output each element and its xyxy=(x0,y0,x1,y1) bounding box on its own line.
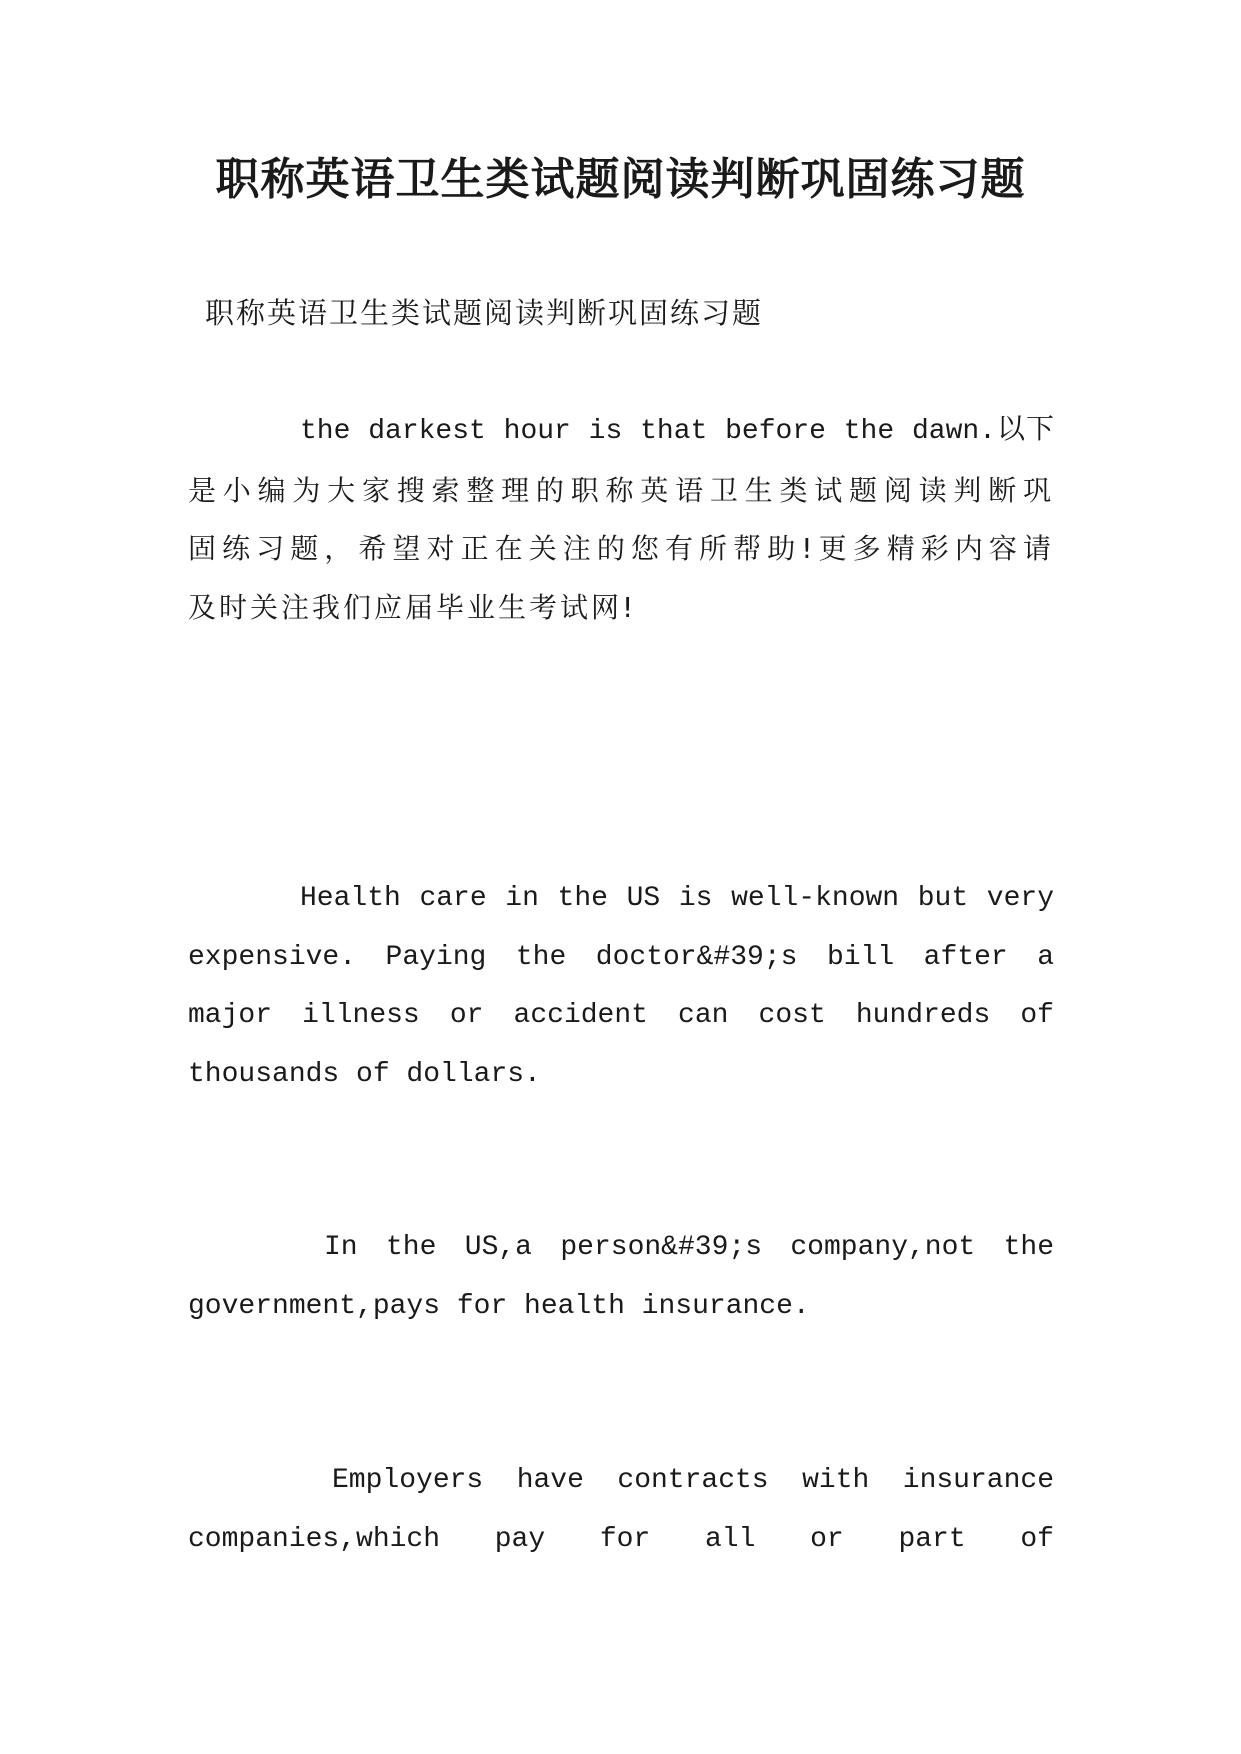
paragraph-line: expensive. Paying the doctor&#39;s bill after a xyxy=(188,941,1054,973)
paragraph-line: the darkest hour is that before the dawn.以下 xyxy=(300,416,1054,447)
paragraph-line: Employers have contracts with insurance xyxy=(332,1465,1054,1496)
paragraph-line: companies,which pay for all or part of xyxy=(188,1523,1054,1555)
document-title: 职称英语卫生类试题阅读判断巩固练习题 xyxy=(215,154,1026,205)
paragraph-company-insurance xyxy=(188,1219,1054,1336)
paragraph-employers xyxy=(188,1452,1054,1569)
paragraph-line: government,pays for health insurance. xyxy=(188,1290,810,1322)
paragraph-line: Health care in the US is well-known but very xyxy=(300,883,1054,914)
paragraph-line: 是小编为大家搜索整理的职称英语卫生类试题阅读判断巩 xyxy=(188,473,1054,507)
paragraph-health-care xyxy=(188,870,1054,1104)
paragraph-line: 及时关注我们应届毕业生考试网! xyxy=(188,590,637,624)
document-subtitle: 职称英语卫生类试题阅读判断巩固练习题 xyxy=(205,296,764,330)
paragraph-line: In the US,a person&#39;s company,not the xyxy=(324,1232,1054,1263)
paragraph-intro xyxy=(188,403,1054,637)
paragraph-line: 固练习题，希望对正在关注的您有所帮助!更多精彩内容请 xyxy=(188,532,1054,565)
paragraph-line: major illness or accident can cost hundreds of xyxy=(188,1000,1054,1031)
paragraph-line: thousands of dollars. xyxy=(188,1058,541,1090)
